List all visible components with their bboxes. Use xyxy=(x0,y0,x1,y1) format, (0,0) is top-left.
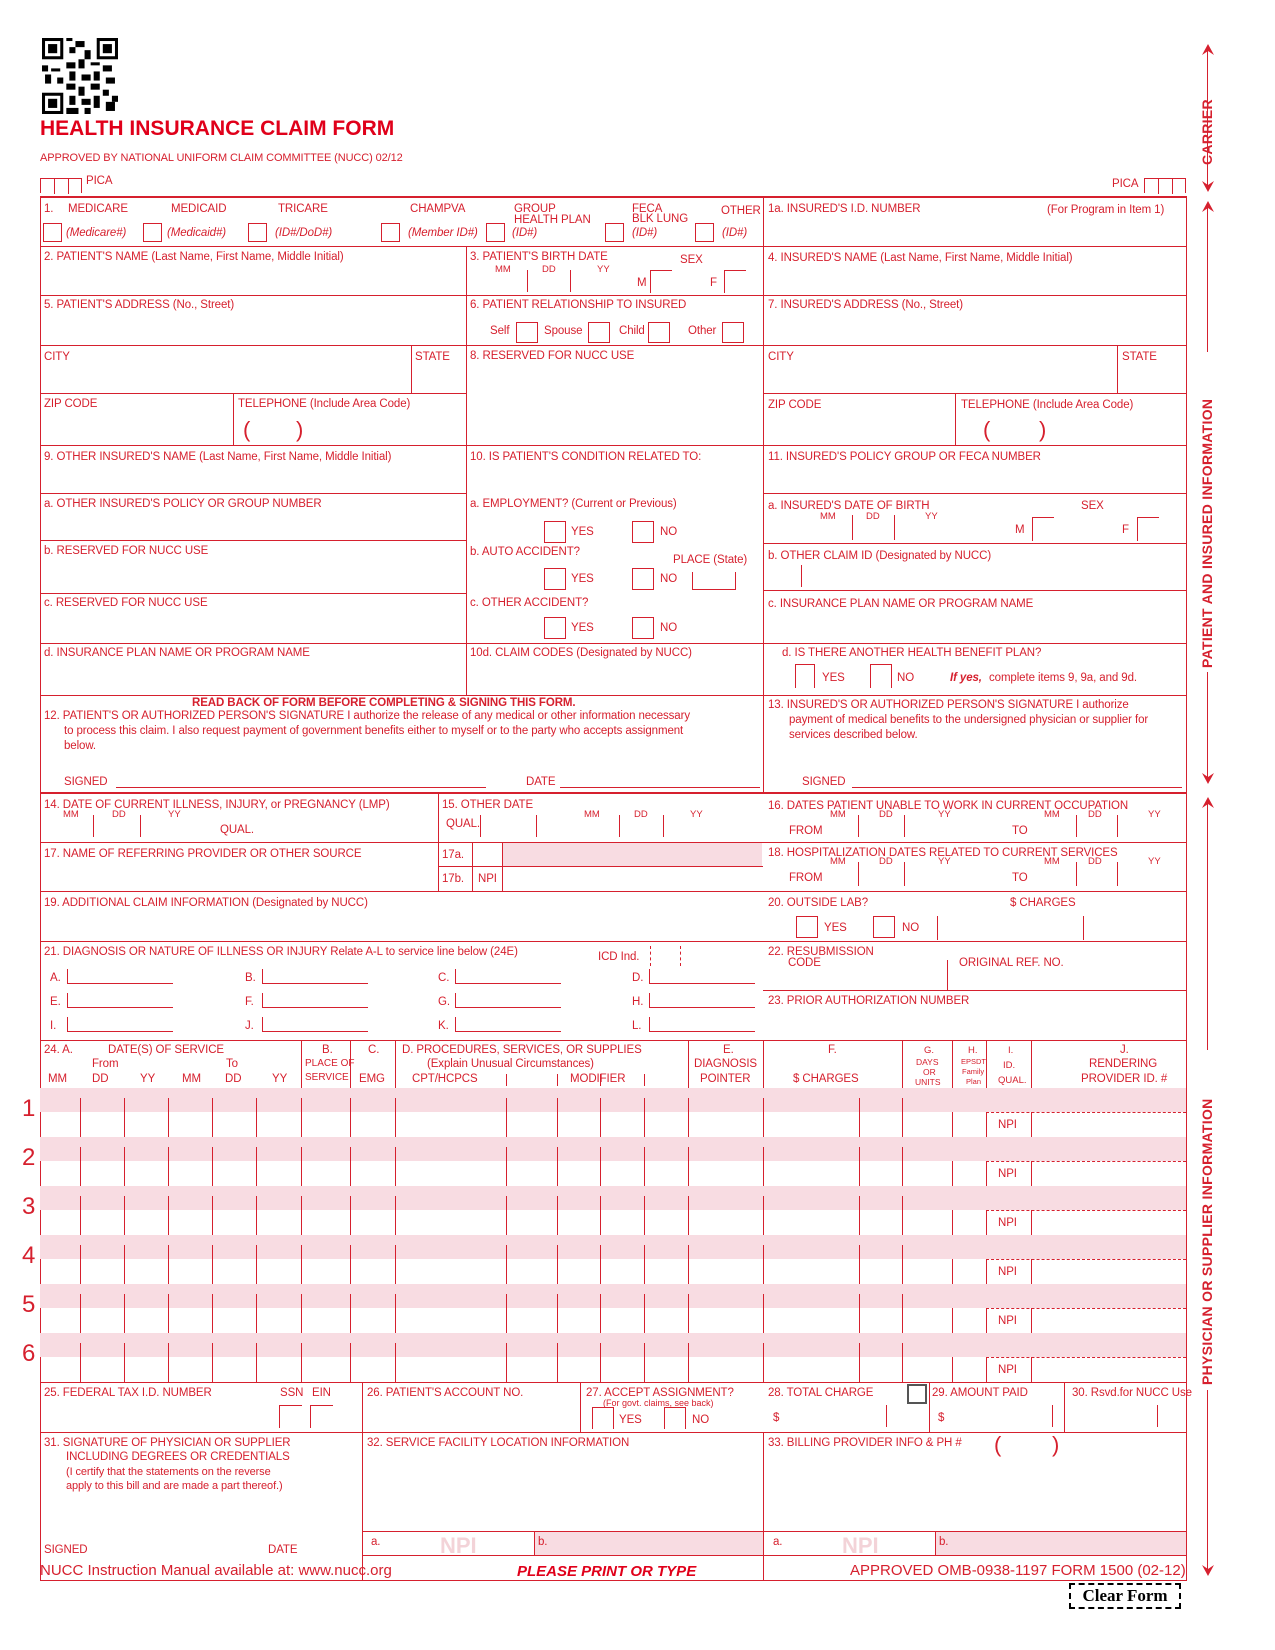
f24-g4: UNITS xyxy=(915,1077,941,1087)
pica-right-boxes[interactable] xyxy=(1144,178,1186,193)
f24-e2: DIAGNOSIS xyxy=(694,1058,758,1070)
f10b-place: PLACE (State) xyxy=(673,554,748,566)
f1-champva: CHAMPVA xyxy=(410,203,466,215)
side-patient: PATIENT AND INSURED INFORMATION xyxy=(1199,398,1215,668)
f11a-sex: SEX xyxy=(1081,500,1104,512)
f31-l1: 31. SIGNATURE OF PHYSICIAN OR SUPPLIER xyxy=(44,1437,291,1449)
diag-letter: H. xyxy=(632,996,644,1008)
f23-label: 23. PRIOR AUTHORIZATION NUMBER xyxy=(768,995,970,1007)
f4-label: 4. INSURED'S NAME (Last Name, First Name, Middle Initial) xyxy=(768,252,1073,264)
f11c-label: c. INSURANCE PLAN NAME OR PROGRAM NAME xyxy=(768,598,1034,610)
f20-no: NO xyxy=(902,922,920,934)
f17b-label: 17b. xyxy=(442,873,464,885)
line-number: 4 xyxy=(22,1242,36,1269)
f3-f-box[interactable] xyxy=(724,270,746,293)
f25-ssn: SSN xyxy=(280,1387,304,1399)
f24-h3: Family xyxy=(962,1067,985,1076)
f22-ref: ORIGINAL REF. NO. xyxy=(959,957,1064,969)
f13-l3: services described below. xyxy=(789,729,918,741)
f11b-label: b. OTHER CLAIM ID (Designated by NUCC) xyxy=(768,550,992,562)
f10a-label: a. EMPLOYMENT? (Current or Previous) xyxy=(470,498,677,510)
f24-to: To xyxy=(226,1058,238,1070)
f9d-label: d. INSURANCE PLAN NAME OR PROGRAM NAME xyxy=(44,647,310,659)
line-npi: NPI xyxy=(998,1217,1017,1229)
f18-yy-from: YY xyxy=(938,856,951,867)
f24-i2: ID. xyxy=(1003,1060,1016,1071)
f16-dd-from: DD xyxy=(879,809,893,820)
f15-qual: QUAL. xyxy=(446,818,481,830)
f10b-no-checkbox[interactable] xyxy=(632,568,654,590)
f27-no: NO xyxy=(692,1414,710,1426)
diag-field[interactable] xyxy=(67,969,173,984)
diag-letter: J. xyxy=(245,1020,254,1032)
side-carrier: CARRIER xyxy=(1199,99,1215,165)
f22-l2: CODE xyxy=(788,957,821,969)
line-npi: NPI xyxy=(998,1266,1017,1278)
f30-label: 30. Rsvd.for NUCC Use xyxy=(1072,1387,1192,1399)
f16-from: FROM xyxy=(789,825,823,837)
f18-dd-to: DD xyxy=(1088,856,1102,867)
f11a-label: a. INSURED'S DATE OF BIRTH xyxy=(768,500,930,512)
f12-l1: 12. PATIENT'S OR AUTHORIZED PERSON'S SIGNATURE I authorize the release of any medical or other information necessary xyxy=(44,710,690,722)
zip-left: ZIP CODE xyxy=(44,398,98,410)
diag-field[interactable] xyxy=(262,1017,368,1032)
form-title: HEALTH INSURANCE CLAIM FORM xyxy=(40,117,395,140)
f17a-field[interactable] xyxy=(502,843,762,866)
f20-yes: YES xyxy=(824,922,847,934)
f3-sex: SEX xyxy=(680,254,703,266)
f24-f2: $ CHARGES xyxy=(793,1073,859,1085)
f24-b2: PLACE OF xyxy=(305,1058,355,1069)
f27-yes-box[interactable] xyxy=(592,1407,614,1429)
f24-d2: (Explain Unusual Circumstances) xyxy=(427,1058,594,1070)
line-number: 6 xyxy=(22,1340,36,1367)
tel-right: TELEPHONE (Include Area Code) xyxy=(961,399,1134,411)
f1-group: GROUP xyxy=(514,203,556,215)
f24-h4: Plan xyxy=(966,1077,982,1086)
f18-yy-to: YY xyxy=(1148,856,1161,867)
f18-mm-from: MM xyxy=(830,856,846,867)
f11d-note: complete items 9, 9a, and 9d. xyxy=(989,672,1137,684)
f32-a: a. xyxy=(371,1536,381,1548)
f33b-field[interactable] xyxy=(935,1531,1186,1555)
diag-letter: G. xyxy=(438,996,450,1008)
f27-label: 27. ACCEPT ASSIGNMENT? xyxy=(586,1387,734,1399)
f11a-m-box[interactable] xyxy=(1032,517,1054,541)
f10a-yes-checkbox[interactable] xyxy=(544,521,566,543)
diag-letter: L. xyxy=(632,1020,642,1032)
f18-mm-to: MM xyxy=(1044,856,1060,867)
f3-m: M xyxy=(637,277,647,289)
f16-label: 16. DATES PATIENT UNABLE TO WORK IN CURRENT OCCUPATION xyxy=(768,800,1129,812)
diag-field[interactable] xyxy=(67,1017,173,1032)
f20-charges: $ CHARGES xyxy=(1010,897,1076,909)
qr-code xyxy=(42,38,118,114)
feca-checkbox[interactable] xyxy=(605,223,624,242)
f24-mod: MODIFIER xyxy=(570,1073,626,1085)
spouse-checkbox[interactable] xyxy=(588,322,610,343)
footer-print: PLEASE PRINT OR TYPE xyxy=(517,1563,697,1580)
diag-letter: K. xyxy=(438,1020,449,1032)
f14-yy: YY xyxy=(168,809,181,820)
f13-sign-line[interactable] xyxy=(852,787,1182,788)
ssn-box[interactable] xyxy=(279,1405,302,1428)
f11a-f-box[interactable] xyxy=(1137,517,1159,541)
f12-sign-line[interactable] xyxy=(116,787,486,788)
side-physician: PHYSICIAN OR SUPPLIER INFORMATION xyxy=(1199,1098,1215,1385)
clear-form-button[interactable]: Clear Form xyxy=(1069,1583,1181,1609)
f16-mm-to: MM xyxy=(1044,809,1060,820)
f11-label: 11. INSURED'S POLICY GROUP OR FECA NUMBER xyxy=(768,451,1041,463)
state-left: STATE xyxy=(415,351,450,363)
f31-l2: INCLUDING DEGREES OR CREDENTIALS xyxy=(66,1451,290,1463)
f3-dd: DD xyxy=(542,264,556,275)
f16-mm-from: MM xyxy=(830,809,846,820)
f14-label: 14. DATE OF CURRENT ILLNESS, INJURY, or PREGNANCY (LMP) xyxy=(44,799,390,811)
f10b-state-field[interactable] xyxy=(692,572,736,590)
f10b-label: b. AUTO ACCIDENT? xyxy=(470,546,580,558)
f24-g3: OR xyxy=(923,1067,936,1077)
f10-label: 10. IS PATIENT'S CONDITION RELATED TO: xyxy=(470,451,702,463)
f31-l3: (I certify that the statements on the reverse xyxy=(66,1466,271,1478)
f1a-note: (For Program in Item 1) xyxy=(1047,204,1165,216)
line-npi: NPI xyxy=(998,1119,1017,1131)
f27-no-box[interactable] xyxy=(664,1407,686,1429)
f1-feca2: BLK LUNG xyxy=(632,213,689,225)
f1-group2: HEALTH PLAN xyxy=(514,214,591,226)
f24-dd1: DD xyxy=(92,1073,109,1085)
diag-letter: I. xyxy=(50,1020,57,1032)
f1-medicaid-id: (Medicaid#) xyxy=(167,227,226,239)
f24-dd2: DD xyxy=(225,1073,242,1085)
f3-mm: MM xyxy=(495,264,511,275)
line-number: 5 xyxy=(22,1291,36,1318)
f10c-yes-checkbox[interactable] xyxy=(544,617,566,639)
f32b-field[interactable] xyxy=(535,1531,763,1555)
f1-tricare-id: (ID#/DoD#) xyxy=(275,227,333,239)
f31-l4: apply to this bill and are made a part thereof.) xyxy=(66,1480,283,1492)
f1-tricare: TRICARE xyxy=(278,203,328,215)
other-rel-checkbox[interactable] xyxy=(722,322,744,343)
f12-date: DATE xyxy=(526,776,556,788)
f1-champva-id: (Member ID#) xyxy=(408,227,478,239)
f16-dd-to: DD xyxy=(1088,809,1102,820)
f5-label: 5. PATIENT'S ADDRESS (No., Street) xyxy=(44,299,235,311)
f15-yy: YY xyxy=(690,809,703,820)
f1a-label: 1a. INSURED'S I.D. NUMBER xyxy=(768,203,921,215)
f15-label: 15. OTHER DATE xyxy=(442,799,534,811)
child-checkbox[interactable] xyxy=(648,322,670,343)
f24-j2: RENDERING xyxy=(1089,1058,1158,1070)
f24-yy1: YY xyxy=(140,1073,156,1085)
f24-b3: SERVICE xyxy=(305,1072,349,1083)
diag-field[interactable] xyxy=(455,993,561,1008)
footer-approved: APPROVED OMB-0938-1197 FORM 1500 (02-12) xyxy=(850,1562,1186,1579)
f17-label: 17. NAME OF REFERRING PROVIDER OR OTHER SOURCE xyxy=(44,848,362,860)
f6-child: Child xyxy=(619,325,645,337)
f27-note: (For govt. claims, see back) xyxy=(603,1398,714,1408)
f31-signed: SIGNED xyxy=(44,1544,88,1556)
f20-no-checkbox[interactable] xyxy=(873,916,895,938)
f11a-f: F xyxy=(1122,524,1129,536)
f27-yes: YES xyxy=(619,1414,642,1426)
f11d-note-bold: If yes, xyxy=(950,672,982,684)
f24-i3: QUAL. xyxy=(998,1075,1027,1086)
read-back: READ BACK OF FORM BEFORE COMPLETING & SIGNING THIS FORM. xyxy=(192,697,576,709)
city-right: CITY xyxy=(768,351,794,363)
f15-mm: MM xyxy=(584,809,600,820)
f24-j: J. xyxy=(1120,1044,1129,1056)
diag-letter: C. xyxy=(438,972,450,984)
f24-cpt: CPT/HCPCS xyxy=(412,1073,478,1085)
f19-label: 19. ADDITIONAL CLAIM INFORMATION (Designated by NUCC) xyxy=(44,897,368,909)
f14-qual: QUAL. xyxy=(220,824,255,836)
line-number: 1 xyxy=(22,1095,36,1122)
f11d-yes: YES xyxy=(822,672,845,684)
f24-g: G. xyxy=(924,1045,935,1056)
f24-c: C. xyxy=(368,1044,380,1056)
diag-letter: E. xyxy=(50,996,61,1008)
f25-label: 25. FEDERAL TAX I.D. NUMBER xyxy=(44,1387,212,1399)
f18-from: FROM xyxy=(789,872,823,884)
line-npi: NPI xyxy=(998,1315,1017,1327)
f13-signed: SIGNED xyxy=(802,776,846,788)
city-left: CITY xyxy=(44,351,70,363)
f17a-label: 17a. xyxy=(442,849,464,861)
diag-letter: A. xyxy=(50,972,61,984)
state-right: STATE xyxy=(1122,351,1157,363)
group-checkbox[interactable] xyxy=(486,223,505,242)
f24-i: I. xyxy=(1008,1045,1014,1056)
diag-field[interactable] xyxy=(649,969,755,984)
zip-right: ZIP CODE xyxy=(768,399,822,411)
f16-yy-to: YY xyxy=(1148,809,1161,820)
diag-field[interactable] xyxy=(262,969,368,984)
f24-yy2: YY xyxy=(272,1073,288,1085)
f28-label: 28. TOTAL CHARGE xyxy=(768,1387,874,1399)
f10b-yes-checkbox[interactable] xyxy=(544,568,566,590)
f29-label: 29. AMOUNT PAID xyxy=(932,1387,1028,1399)
f11a-yy: YY xyxy=(925,511,938,522)
f12-l3: below. xyxy=(64,740,97,752)
f24-g2: DAYS xyxy=(916,1057,939,1067)
f24-d: D. PROCEDURES, SERVICES, OR SUPPLIES xyxy=(402,1044,642,1056)
f18-to: TO xyxy=(1012,872,1028,884)
f10b-yes: YES xyxy=(571,573,594,585)
line-number: 3 xyxy=(22,1193,36,1220)
pica-left: PICA xyxy=(86,175,113,187)
f10b-no: NO xyxy=(660,573,678,585)
f11a-mm: MM xyxy=(820,511,836,522)
f6-self: Self xyxy=(490,325,510,337)
f14-mm: MM xyxy=(63,809,79,820)
f25-ein: EIN xyxy=(312,1387,331,1399)
f33-a: a. xyxy=(773,1536,783,1548)
f32-label: 32. SERVICE FACILITY LOCATION INFORMATION xyxy=(367,1437,630,1449)
diag-field[interactable] xyxy=(67,993,173,1008)
tricare-checkbox[interactable] xyxy=(248,223,267,242)
f12-l2: to process this claim. I also request payment of government benefits either to myself or to the party who accepts assignment xyxy=(64,725,684,737)
f10d-label: 10d. CLAIM CODES (Designated by NUCC) xyxy=(470,647,692,659)
f32-npi-watermark: NPI xyxy=(440,1533,477,1558)
f9b-label: b. RESERVED FOR NUCC USE xyxy=(44,545,209,557)
f14-dd: DD xyxy=(112,809,126,820)
f26-label: 26. PATIENT'S ACCOUNT NO. xyxy=(367,1387,524,1399)
f10a-no-checkbox[interactable] xyxy=(632,521,654,543)
ein-box[interactable] xyxy=(310,1405,333,1428)
f6-spouse: Spouse xyxy=(544,325,583,337)
f24-h: H. xyxy=(968,1045,978,1056)
f24-mm1: MM xyxy=(48,1073,67,1085)
f10c-no-checkbox[interactable] xyxy=(632,617,654,639)
medicare-checkbox[interactable] xyxy=(43,223,62,242)
f2-label: 2. PATIENT'S NAME (Last Name, First Name, Middle Initial) xyxy=(44,251,344,263)
f6-other: Other xyxy=(688,325,717,337)
f24-j3: PROVIDER ID. # xyxy=(1081,1073,1168,1085)
f24-b: B. xyxy=(322,1044,333,1056)
self-checkbox[interactable] xyxy=(516,322,538,343)
diag-field[interactable] xyxy=(649,1017,755,1032)
f29-dollar: $ xyxy=(938,1412,945,1424)
f1-other-id: (ID#) xyxy=(722,227,748,239)
approved-nucc: APPROVED BY NATIONAL UNIFORM CLAIM COMMITTEE (NUCC) 02/12 xyxy=(40,152,403,164)
f1-medicaid: MEDICAID xyxy=(171,203,227,215)
f24-from: From xyxy=(92,1058,119,1070)
f32-b: b. xyxy=(538,1536,548,1548)
f3-f: F xyxy=(710,277,717,289)
f16-yy-from: YY xyxy=(938,809,951,820)
f1-medicare: MEDICARE xyxy=(68,203,128,215)
tel-left: TELEPHONE (Include Area Code) xyxy=(238,398,411,410)
f1-feca: FECA xyxy=(632,203,663,215)
f20-yes-checkbox[interactable] xyxy=(796,916,818,938)
diag-field[interactable] xyxy=(262,993,368,1008)
f24-e3: POINTER xyxy=(700,1073,751,1085)
f11d-label: d. IS THERE ANOTHER HEALTH BENEFIT PLAN? xyxy=(782,647,1042,659)
f1-group-id: (ID#) xyxy=(512,227,538,239)
f13-l2: payment of medical benefits to the undersigned physician or supplier for xyxy=(789,714,1149,726)
f33-b: b. xyxy=(939,1536,949,1548)
f33-npi-watermark: NPI xyxy=(842,1533,879,1558)
diag-letter: B. xyxy=(245,972,256,984)
f18-label: 18. HOSPITALIZATION DATES RELATED TO CURRENT SERVICES xyxy=(768,847,1118,859)
f21-icd: ICD Ind. xyxy=(598,951,640,963)
f10c-no: NO xyxy=(660,622,678,634)
f3-yy: YY xyxy=(597,264,610,275)
f6-label: 6. PATIENT RELATIONSHIP TO INSURED xyxy=(470,299,687,311)
line-number: 2 xyxy=(22,1144,36,1171)
f7-label: 7. INSURED'S ADDRESS (No., Street) xyxy=(768,299,963,311)
f9a-label: a. OTHER INSURED'S POLICY OR GROUP NUMBER xyxy=(44,498,322,510)
f22-l1: 22. RESUBMISSION xyxy=(768,946,874,958)
f24-f: F. xyxy=(828,1044,837,1056)
f1-medicare-id: (Medicare#) xyxy=(66,227,127,239)
diag-field[interactable] xyxy=(455,969,561,984)
f3-m-box[interactable] xyxy=(650,270,672,293)
f1-feca-id: (ID#) xyxy=(632,227,658,239)
f1-other: OTHER xyxy=(721,205,761,217)
f20-label: 20. OUTSIDE LAB? xyxy=(768,897,869,909)
f16-to: TO xyxy=(1012,825,1028,837)
f12-signed: SIGNED xyxy=(64,776,108,788)
f24-dates: DATE(S) OF SERVICE xyxy=(108,1044,224,1056)
diag-field[interactable] xyxy=(649,993,755,1008)
f10a-yes: YES xyxy=(571,526,594,538)
footer-nucc: NUCC Instruction Manual available at: www.nucc.org xyxy=(40,1562,392,1579)
f24-e: E. xyxy=(723,1044,734,1056)
champva-checkbox[interactable] xyxy=(381,223,400,242)
pica-right: PICA xyxy=(1112,178,1139,190)
f21-label: 21. DIAGNOSIS OR NATURE OF ILLNESS OR INJURY Relate A-L to service line below (24E) xyxy=(44,946,518,958)
f24-a: 24. A. xyxy=(44,1044,73,1056)
f11a-dd: DD xyxy=(866,511,880,522)
f3-label: 3. PATIENT'S BIRTH DATE xyxy=(470,251,608,263)
f10c-label: c. OTHER ACCIDENT? xyxy=(470,597,589,609)
line-npi: NPI xyxy=(998,1168,1017,1180)
f33-label: 33. BILLING PROVIDER INFO & PH # xyxy=(768,1437,962,1449)
f10a-no: NO xyxy=(660,526,678,538)
f12-date-line[interactable] xyxy=(560,787,760,788)
f28-checkbox[interactable] xyxy=(907,1384,927,1404)
other-checkbox[interactable] xyxy=(695,223,714,242)
diag-letter: D. xyxy=(632,972,644,984)
f24-emg: EMG xyxy=(359,1073,385,1085)
f24-h2: EPSDT xyxy=(961,1057,987,1066)
f28-dollar: $ xyxy=(773,1412,780,1424)
f15-dd: DD xyxy=(634,809,648,820)
diag-letter: F. xyxy=(245,996,254,1008)
f13-l1: 13. INSURED'S OR AUTHORIZED PERSON'S SIGNATURE I authorize xyxy=(768,699,1129,711)
f24-mm2: MM xyxy=(182,1073,201,1085)
f11d-no-box[interactable] xyxy=(870,664,892,688)
diag-field[interactable] xyxy=(455,1017,561,1032)
f9c-label: c. RESERVED FOR NUCC USE xyxy=(44,597,208,609)
f18-dd-from: DD xyxy=(879,856,893,867)
medicaid-checkbox[interactable] xyxy=(143,223,162,242)
f1-label: 1. xyxy=(44,203,54,215)
pica-left-boxes[interactable] xyxy=(40,178,82,193)
f31-date: DATE xyxy=(268,1544,298,1556)
line-npi: NPI xyxy=(998,1364,1017,1376)
f11d-no: NO xyxy=(897,672,915,684)
f8-label: 8. RESERVED FOR NUCC USE xyxy=(470,350,635,362)
f17b-npi: NPI xyxy=(478,873,497,885)
f11d-yes-box[interactable] xyxy=(795,664,815,688)
f11a-m: M xyxy=(1015,524,1025,536)
f9-label: 9. OTHER INSURED'S NAME (Last Name, First Name, Middle Initial) xyxy=(44,451,392,463)
f10c-yes: YES xyxy=(571,622,594,634)
